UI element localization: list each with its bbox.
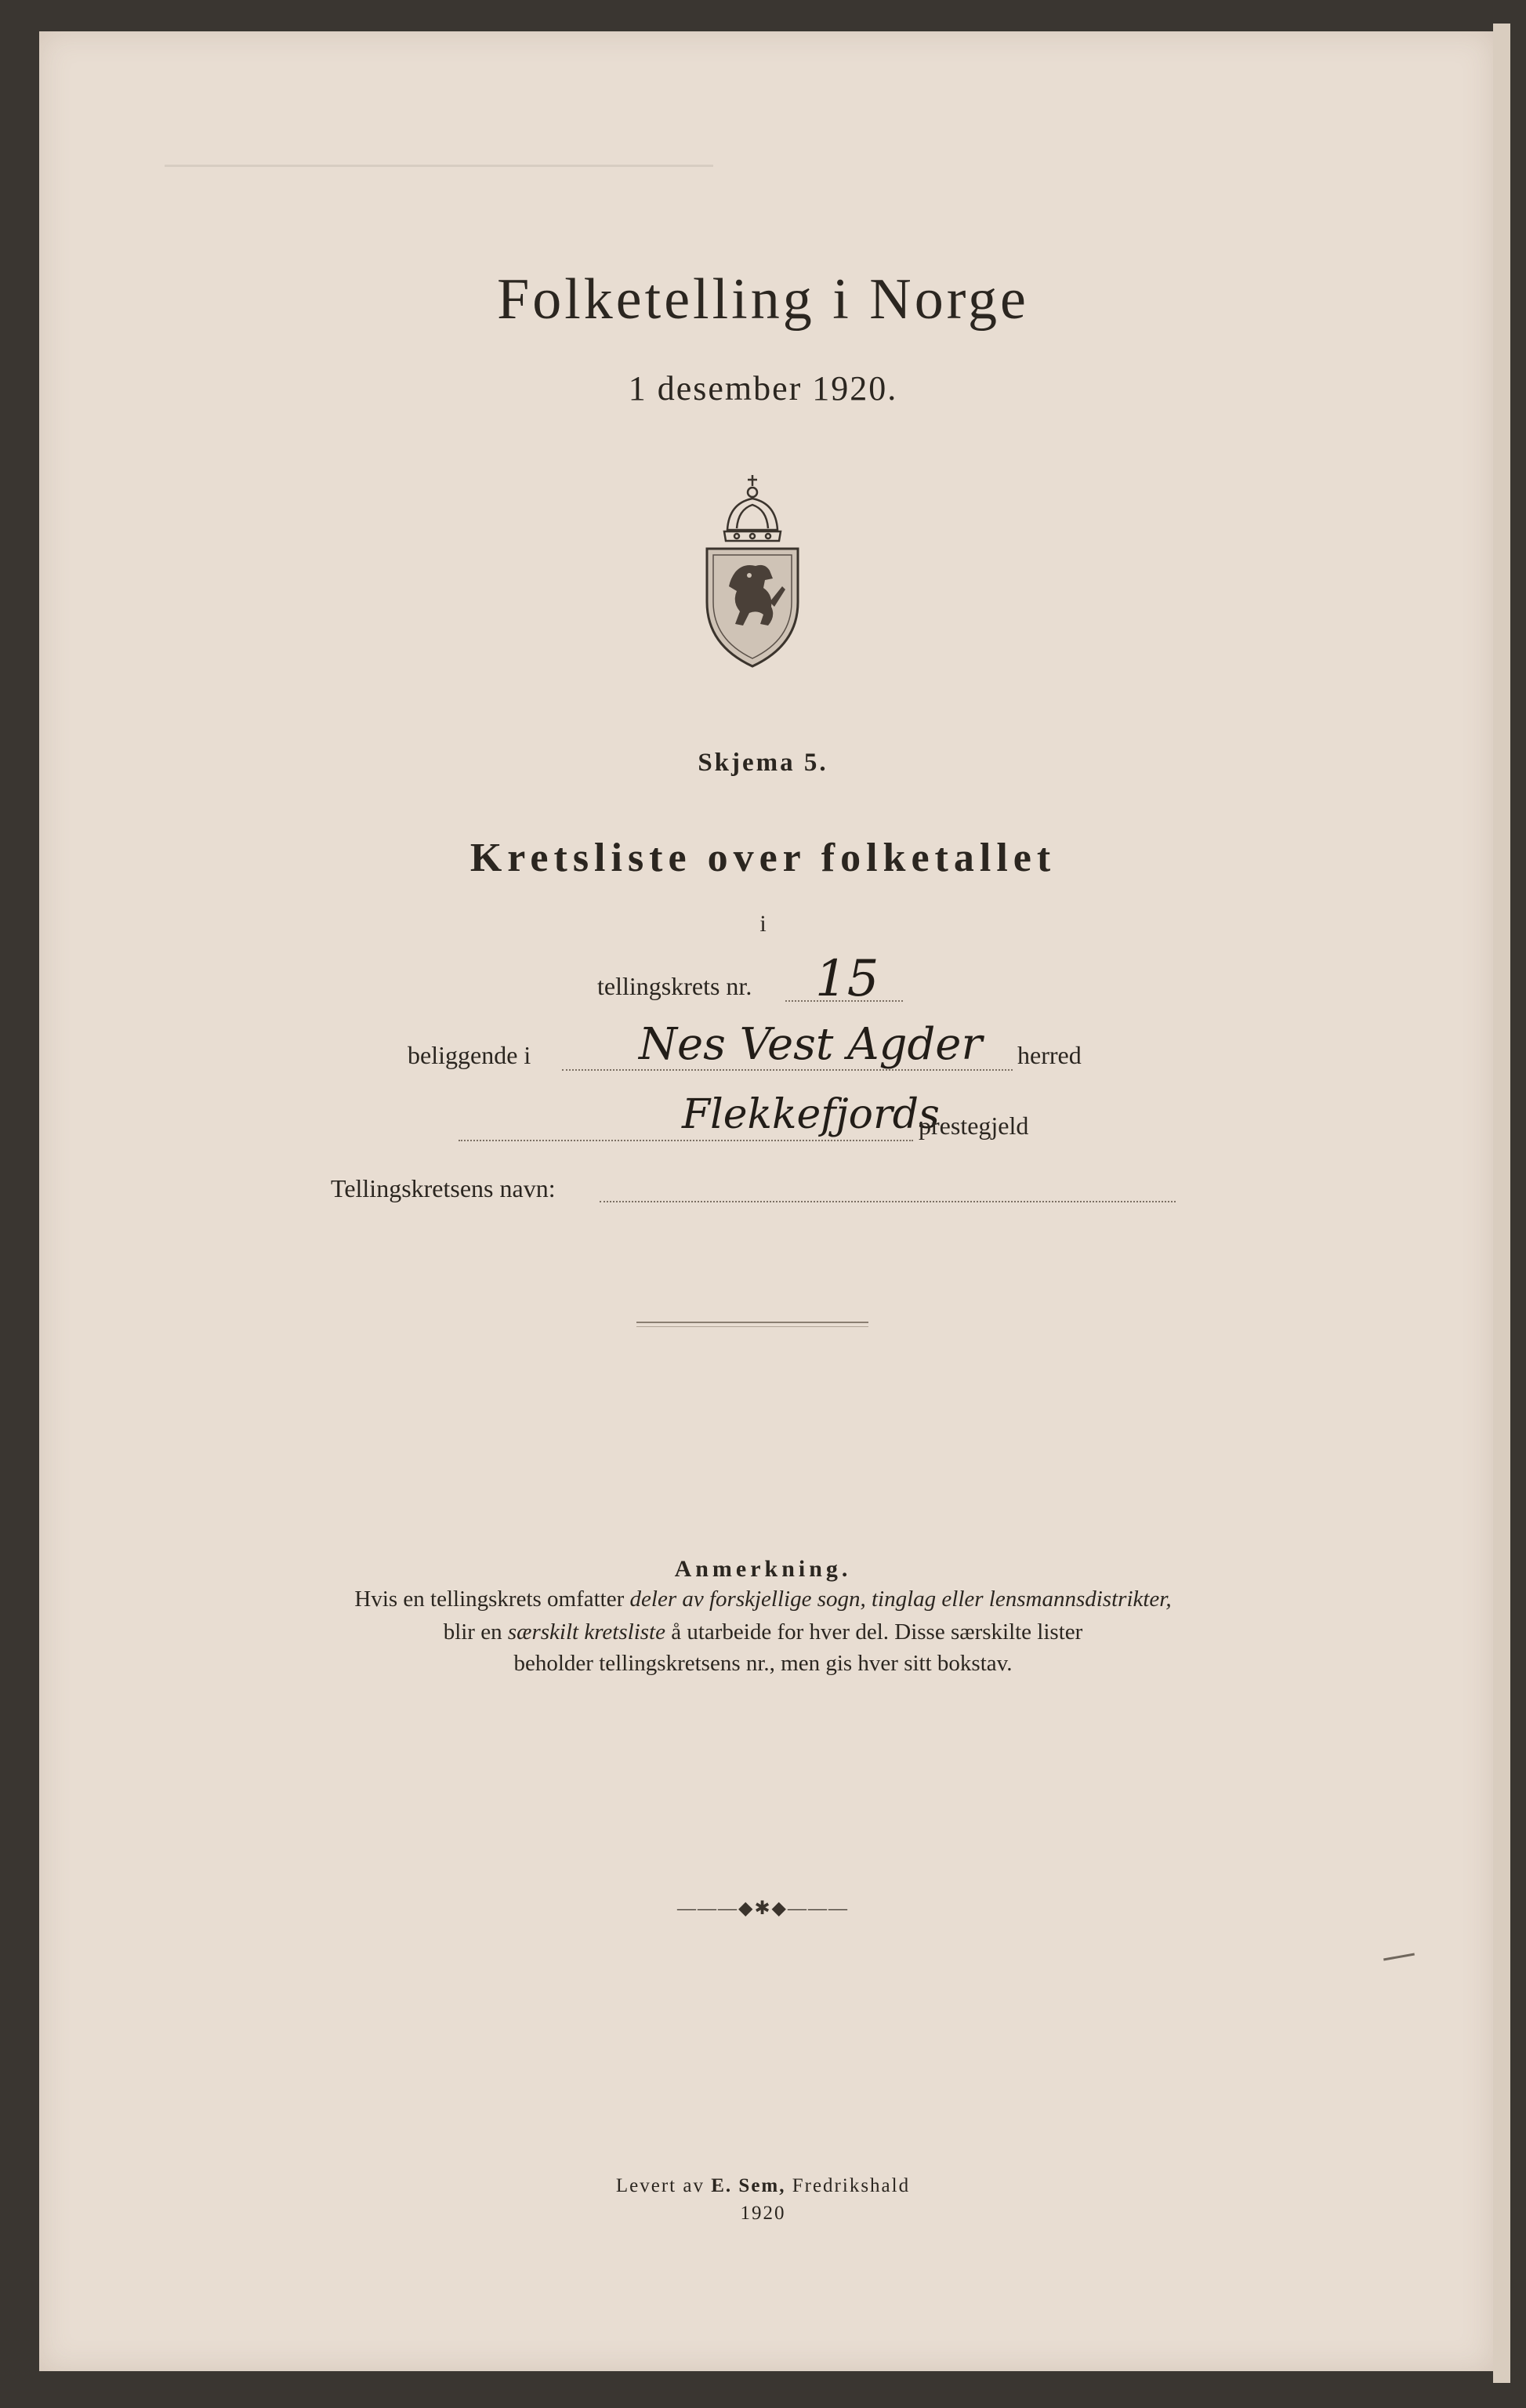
municipality-value: Nes Vest Agder: [639, 1019, 983, 1070]
document-title: Folketelling i Norge: [497, 267, 1029, 332]
district-name-label: Tellingskretsens navn:: [331, 1174, 556, 1202]
remark-line-2: [0, 1619, 1526, 1645]
district-number-value: 15: [815, 950, 879, 1008]
remark-line-2-tail: å utarbeide for hver del. Disse særskilte lister: [665, 1619, 1083, 1645]
parish-suffix: prestegjeld: [919, 1112, 1029, 1140]
remark-line-3: beholder tellingskretsens nr., men gis hver sitt bokstav.: [513, 1651, 1013, 1676]
connector-word: i: [759, 911, 767, 937]
printer-name: E. Sem,: [711, 2175, 786, 2196]
remark-line-1-text: Hvis en tellingskrets omfatter: [354, 1587, 630, 1612]
document-date: 1 desember 1920.: [628, 369, 898, 408]
section-divider-thin: [636, 1326, 868, 1327]
printer-year: 1920: [740, 2203, 786, 2224]
district-name-line: [600, 1201, 1176, 1202]
section-divider: [636, 1322, 868, 1323]
bleed-through-rule: [165, 165, 713, 167]
district-number-label: tellingskrets nr.: [597, 972, 752, 1000]
norwegian-coat-of-arms-icon: [698, 469, 807, 673]
remark-line-2-emphasis: særskilt kretsliste: [507, 1619, 665, 1645]
printer-line: [0, 2175, 1526, 2197]
printer-place: Fredrikshald: [785, 2175, 911, 2196]
remark-line-1-emphasis: deler av forskjellige sogn, tinglag eller lensmannsdistrikter,: [629, 1587, 1172, 1612]
schema-label: Skjema 5.: [698, 749, 828, 777]
parish-line: [459, 1140, 913, 1141]
ornament-divider: ———◆✱◆———: [676, 1898, 850, 1919]
remark-title: Anmerkning.: [674, 1556, 852, 1582]
printer-prefix: Levert av: [615, 2175, 712, 2196]
form-heading: Kretsliste over folketallet: [469, 836, 1057, 880]
parish-value: Flekkefjords: [682, 1091, 940, 1138]
remark-line-2-text: blir en: [443, 1619, 508, 1645]
located-label: beliggende i: [408, 1041, 531, 1069]
municipality-suffix: herred: [1017, 1041, 1082, 1069]
remark-line-1: [0, 1587, 1526, 1612]
